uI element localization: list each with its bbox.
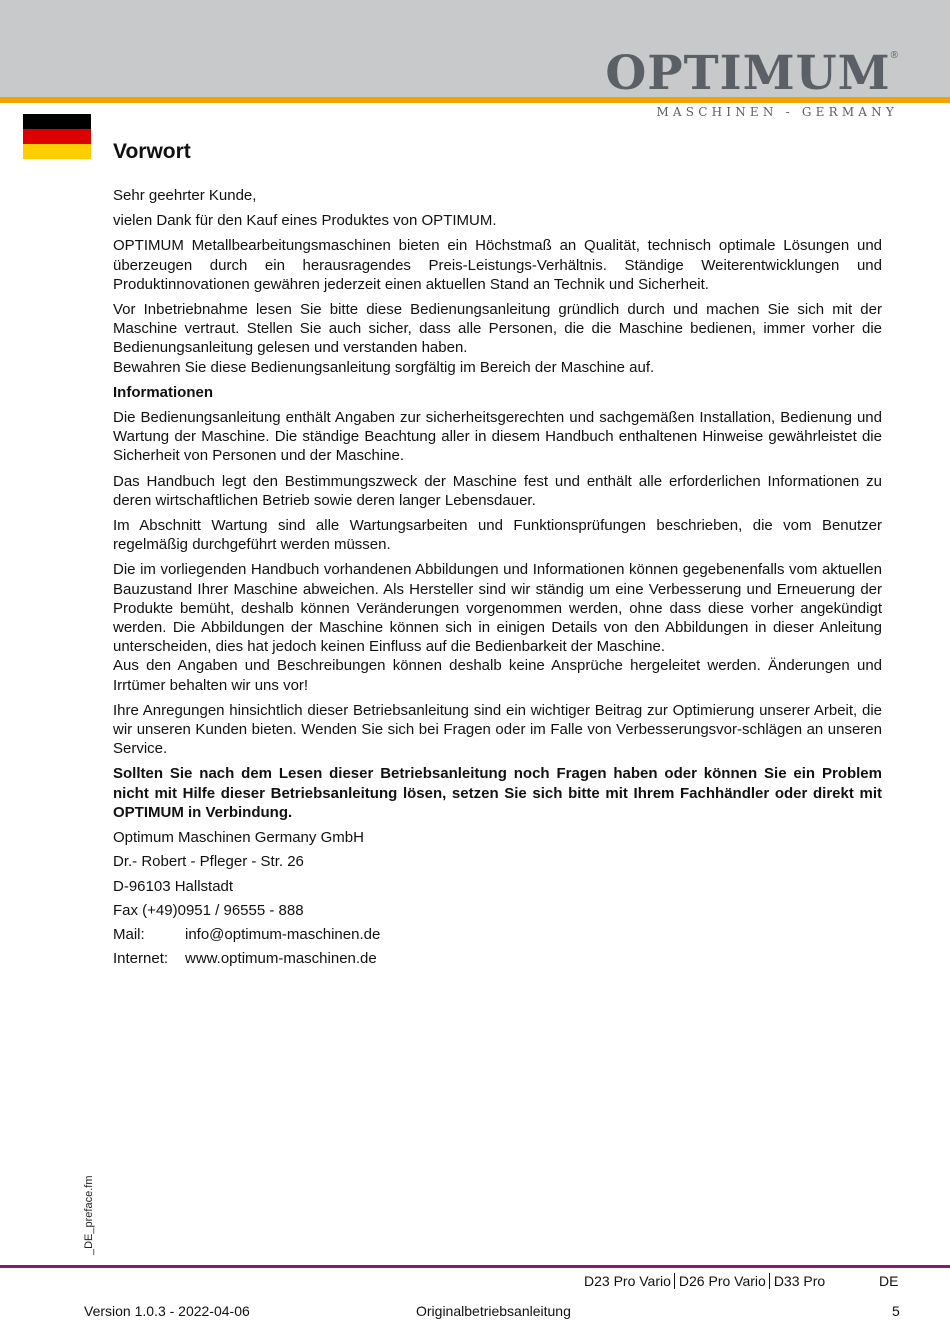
page-title: Vorwort: [113, 140, 191, 163]
footer-version: Version 1.0.3 - 2022-04-06: [84, 1303, 250, 1319]
footer-model: D26 Pro Vario: [678, 1273, 766, 1289]
mail-label: Mail:: [113, 925, 145, 943]
info-paragraph-1: Die Bedienungsanleitung enthält Angaben zur sicherheitsgerechten und sachgemäßen Installation, Bedienung und Wartung der Maschine. Die ständige Beachtung aller in diesem Handbuch enthaltenen Hinweise gewährleistet die Sicherheit von Personen und der Maschine.: [113, 409, 882, 465]
contact-company: Optimum Maschinen Germany GmbH: [113, 829, 364, 847]
info-paragraph-3: Im Abschnitt Wartung sind alle Wartungsarbeiten und Funktionsprüfungen beschrieben, die vom Benutzer regelmäßig durchgeführt werden müssen.: [113, 517, 882, 554]
flag-stripe-gold: [23, 144, 91, 159]
footer-doc-type: Originalbetriebsanleitung: [416, 1303, 571, 1319]
footer-model: D23 Pro Vario: [584, 1273, 671, 1289]
footer-model: D33 Pro: [773, 1273, 826, 1289]
read-manual-paragraph: Vor Inbetriebnahme lesen Sie bitte diese Bedienungsanleitung gründlich durch und machen Sie sich mit der Maschine vertraut. Stellen Sie auch sicher, dass alle Personen, die die Maschine bedienen, immer vorher die Bedienungsanleitung gelesen und verstanden haben.: [113, 301, 882, 357]
optimum-logo: [605, 46, 898, 119]
info-paragraph-5: Aus den Angaben und Beschreibungen können deshalb keine Ansprüche hergeleitet werden. Änderungen und Irrtümer behalten wir uns vor!: [113, 657, 882, 694]
thanks-paragraph: vielen Dank für den Kauf eines Produktes von OPTIMUM.: [113, 212, 497, 230]
mail-link[interactable]: info@optimum-maschinen.de: [185, 925, 381, 943]
info-paragraph-4: Die im vorliegenden Handbuch vorhandenen Abbildungen und Informationen können gegebenenfalls vom aktuellen Bauzustand Ihrer Maschine abweichen. Als Hersteller sind wir ständig um eine Verbesserung und Erneuerung der Produkte bemüht, deshalb können Veränderungen vorgenommen werden, ohne dass diese vorher angekündigt werden. Die Abbildungen der Maschine können sich in einigen Details von den Abbildungen in dieser Anleitung unterscheiden, dies hat jedoch keinen Einfluss auf die Bedienbarkeit der Maschine.: [113, 561, 882, 656]
info-paragraph-2: Das Handbuch legt den Bestimmungszweck der Maschine fest und enthält alle erforderlichen Informationen zu deren wirtschaftlichen Betrieb sowie deren langer Lebensdauer.: [113, 472, 882, 509]
flag-stripe-black: [23, 114, 91, 129]
contact-note-paragraph: Sollten Sie nach dem Lesen dieser Betriebsanleitung noch Fragen haben oder können Sie ein Problem nicht mit Hilfe dieser Betriebsanleitung lösen, setzen Sie sich bitte mit Ihrem Fachhändler oder direkt mit OPTIMUM in Verbindung.: [113, 765, 882, 821]
germany-flag-icon: [23, 114, 91, 159]
internet-link[interactable]: www.optimum-maschinen.de: [185, 950, 377, 968]
info-heading: Informationen: [113, 383, 213, 401]
logo-tagline: MASCHINEN - GERMANY: [656, 105, 898, 119]
model-separator: [674, 1273, 675, 1289]
logo-registered-mark: ®: [890, 50, 898, 61]
main-content: [113, 186, 882, 973]
footer-models: [584, 1273, 825, 1289]
footer-page-number: 5: [892, 1303, 900, 1319]
salutation: Sehr geehrter Kunde,: [113, 187, 257, 204]
flag-stripe-red: [23, 129, 91, 144]
logo-wordmark: OPTIMUM: [605, 46, 891, 101]
model-separator: [769, 1273, 770, 1289]
contact-internet-row: [113, 949, 882, 968]
contact-mail-row: [113, 925, 882, 944]
side-file-label: _DE_preface.fm: [83, 1175, 95, 1255]
intro-paragraph: OPTIMUM Metallbearbeitungsmaschinen bieten ein Höchstmaß an Qualität, technisch optimale Lösungen und überzeugen durch ein herausragendes Preis-Leistungs-Verhältnis. Ständige Weiterentwicklungen und Produktinnovationen gewähren jederzeit einen aktuellen Stand an Technik und Sicherheit.: [113, 237, 882, 293]
feedback-paragraph: Ihre Anregungen hinsichtlich dieser Betriebsanleitung sind ein wichtiger Beitrag zur Optimierung unserer Arbeit, die wir unseren Kunden bieten. Wenden Sie sich bei Fragen oder im Falle von Verbesserungsvor-schlägen an unseren Service.: [113, 701, 882, 758]
internet-label: Internet:: [113, 950, 169, 968]
contact-fax: Fax (+49)0951 / 96555 - 888: [113, 901, 304, 919]
footer-line: [0, 1265, 950, 1268]
footer-language: DE: [879, 1273, 899, 1289]
contact-street: Dr.- Robert - Pfleger - Str. 26: [113, 853, 304, 871]
keep-manual-paragraph: Bewahren Sie diese Bedienungsanleitung sorgfältig im Bereich der Maschine auf.: [113, 358, 655, 376]
contact-city: D-96103 Hallstadt: [113, 877, 234, 895]
